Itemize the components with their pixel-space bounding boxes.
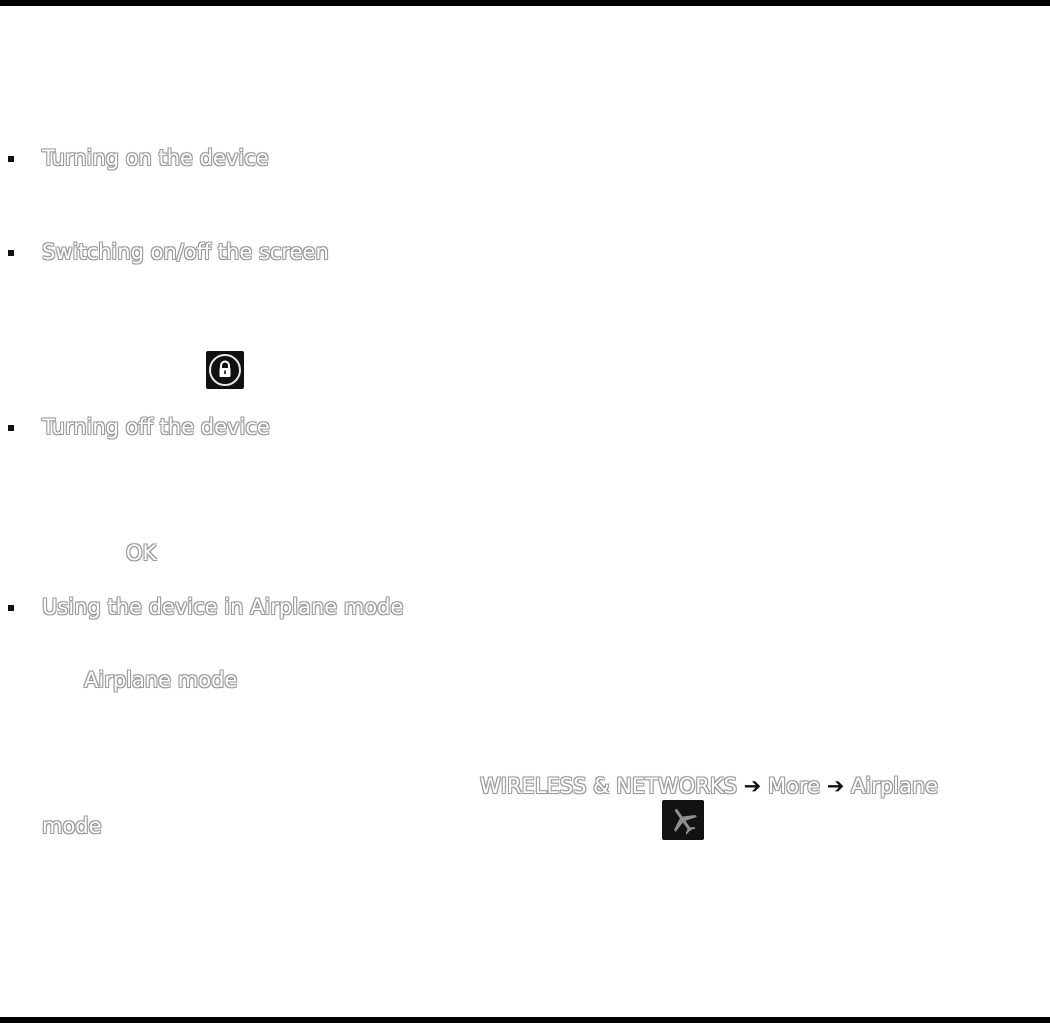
heading-airplane: Using the device in Airplane mode bbox=[42, 595, 404, 619]
path-wireless: WIRELESS & NETWORKS bbox=[480, 774, 737, 798]
path-more: More bbox=[767, 774, 821, 798]
top-rule bbox=[0, 0, 1050, 6]
bullet-square bbox=[8, 250, 14, 256]
heading-switching-screen: Switching on/off the screen bbox=[42, 240, 329, 264]
airplane-icon bbox=[662, 800, 704, 840]
arrow-right-icon: ➔ bbox=[743, 774, 762, 798]
bullet-square bbox=[8, 605, 14, 611]
settings-path bbox=[480, 774, 938, 798]
heading-turning-on: Turning on the device bbox=[42, 146, 269, 170]
path-airplane: Airplane bbox=[851, 774, 939, 798]
arrow-right-icon: ➔ bbox=[826, 774, 845, 798]
ok-label: OK bbox=[126, 541, 157, 565]
airplane-mode-label: Airplane mode bbox=[84, 668, 238, 692]
bullet-square bbox=[8, 425, 14, 431]
bullet-square bbox=[8, 156, 14, 162]
bottom-rule bbox=[0, 1017, 1050, 1023]
heading-turning-off: Turning off the device bbox=[42, 415, 270, 439]
lock-icon bbox=[206, 351, 244, 389]
path-mode: mode bbox=[42, 814, 102, 838]
